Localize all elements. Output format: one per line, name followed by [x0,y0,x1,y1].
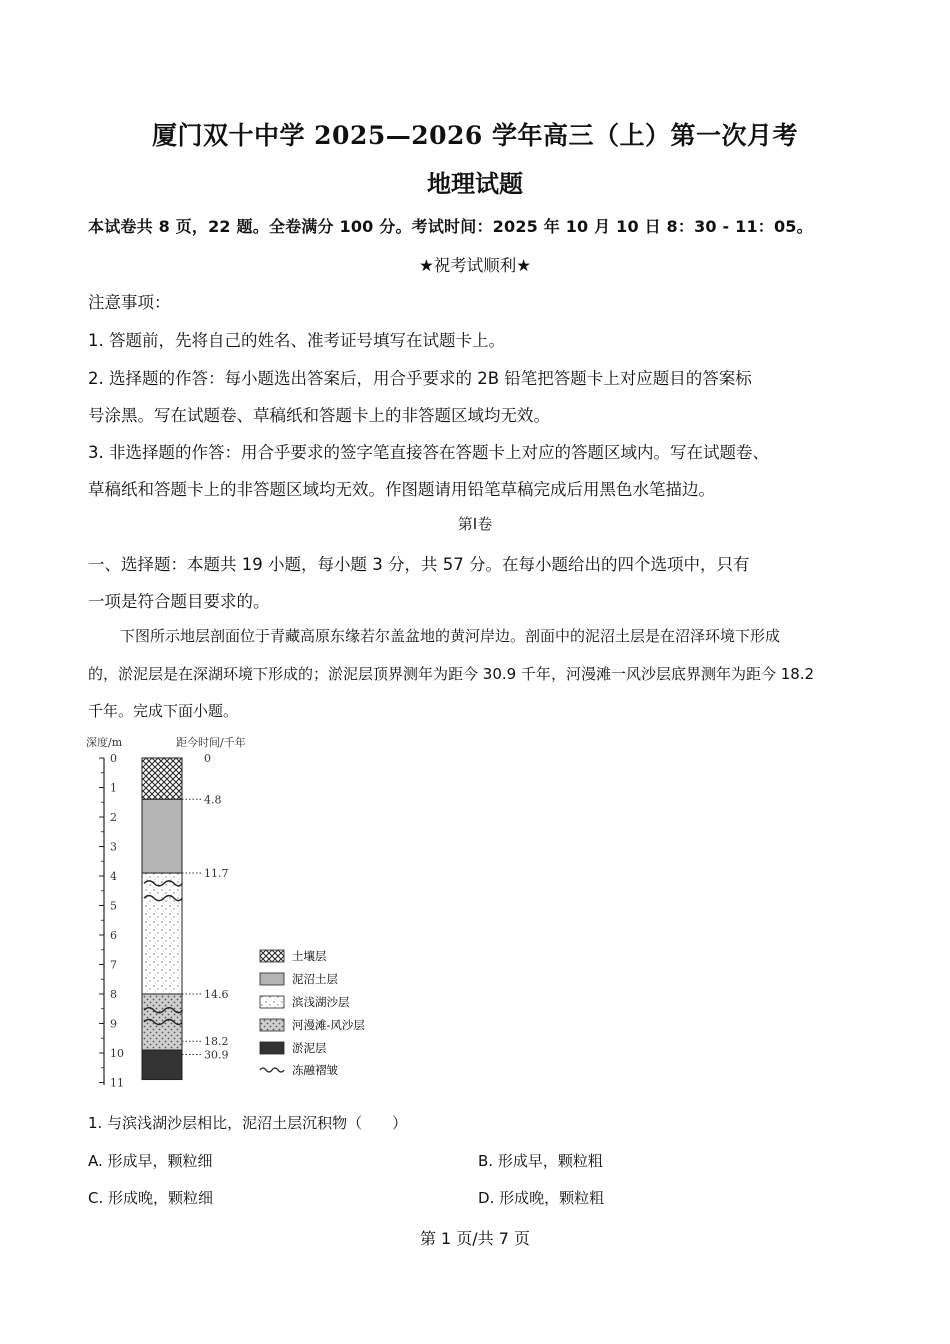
passage-line-c: 千年。完成下面小题。 [88,702,239,720]
legend-swatch-soil [260,950,284,962]
question-1-option-c[interactable]: C. 形成晚，颗粒细 [88,1189,214,1207]
time-label: 30.9 [204,1048,229,1062]
depth-tick-label: 1 [110,781,117,795]
subject-title: 地理试题 [427,169,523,198]
passage-line-b: 的，淤泥层是在深湖环境下形成的；淤泥层顶界测年为距今 30.9 千年，河漫滩一风沙层底界测年为距今 18.2 [88,665,815,683]
notice-item-1: 1. 答题前，先将自己的姓名、准考证号填写在试题卡上。 [88,331,505,350]
exam-info-line: 本试卷共 8 页，22 题。全卷满分 100 分。考试时间：2025 年 10 月 10 日 8：30 - 11：05。 [88,217,813,236]
notice-item-2b: 号涂黑。写在试题卷、草稿纸和答题卡上的非答题区域均无效。 [88,406,550,425]
layer-1 [142,799,182,873]
layer-2 [142,873,182,994]
legend-label-silt: 淤泥层 [292,1041,327,1055]
notice-item-3a: 3. 非选择题的作答：用合乎要求的签字笔直接答在答题卡上对应的答题区域内。写在试题卷、 [88,443,769,462]
layer-0 [142,758,182,799]
legend [260,949,365,1077]
time-label: 18.2 [204,1035,229,1049]
legend-swatch-frost-fold [260,1068,284,1072]
layer-3 [142,994,182,1050]
time-label: 11.7 [204,867,229,881]
legend-swatch-peat [260,973,284,985]
legend-swatch-lake-sand [260,996,284,1008]
legend-swatch-silt [260,1042,284,1054]
depth-tick-label: 9 [110,1017,117,1031]
depth-tick-label: 11 [110,1076,124,1090]
legend-swatch-floodplain [260,1019,284,1031]
volume-label: 第Ⅰ卷 [457,515,493,533]
section-heading-b: 一项是符合题目要求的。 [88,592,270,611]
section-heading-a: 一、选择题：本题共 19 小题，每小题 3 分，共 57 分。在每小题给出的四个选项中，只有 [88,555,750,574]
passage-line-a: 下图所示地层剖面位于青藏高原东缘若尔盖盆地的黄河岸边。剖面中的泥沼土层是在沼泽环境下形成 [120,627,781,645]
legend-label-peat: 泥沼土层 [292,972,338,986]
depth-tick-label: 6 [110,929,117,942]
time-label: 0 [204,752,211,765]
depth-tick-label: 7 [110,958,117,972]
layer-4 [142,1050,182,1080]
legend-label-floodplain: 河漫滩-风沙层 [292,1018,365,1032]
exam-title: 厦门双十中学 2025—2026 学年高三（上）第一次月考 [151,121,799,150]
depth-tick-label: 10 [110,1047,124,1060]
legend-label-frost-fold: 冻融褶皱 [292,1063,338,1077]
time-axis-label: 距今时间/千年 [176,736,246,749]
legend-label-soil: 土壤层 [292,949,327,963]
depth-tick-label: 5 [110,899,117,913]
question-1-option-b[interactable]: B. 形成早，颗粒粗 [478,1152,603,1170]
notice-heading: 注意事项： [88,293,171,312]
depth-tick-label: 4 [110,870,117,883]
notice-item-3b: 草稿纸和答题卡上的非答题区域均无效。作图题请用铅笔草稿完成后用黑色水笔描边。 [88,480,715,499]
time-label: 14.6 [204,988,229,1001]
time-label: 4.8 [204,793,222,807]
question-1-stem: 1. 与滨浅湖沙层相比，泥沼土层沉积物（ ） [88,1114,408,1132]
stratigraphic-column-figure [80,728,400,1098]
page-footer: 第 1 页/共 7 页 [419,1229,531,1248]
depth-tick-label: 2 [110,811,117,824]
depth-tick-label: 0 [110,752,117,765]
notice-item-2a: 2. 选择题的作答：每小题选出答案后，用合乎要求的 2B 铅笔把答题卡上对应题目的答案标 [88,369,752,388]
blessing-line: ★祝考试顺利★ [418,256,532,275]
depth-tick-label: 3 [110,840,117,854]
question-1-option-a[interactable]: A. 形成早，颗粒细 [88,1152,213,1170]
depth-tick-label: 8 [110,988,117,1001]
depth-axis-label: 深度/m [86,736,123,749]
question-1-option-d[interactable]: D. 形成晚，颗粒粗 [478,1189,605,1207]
legend-label-lake-sand: 滨浅湖沙层 [292,995,350,1009]
